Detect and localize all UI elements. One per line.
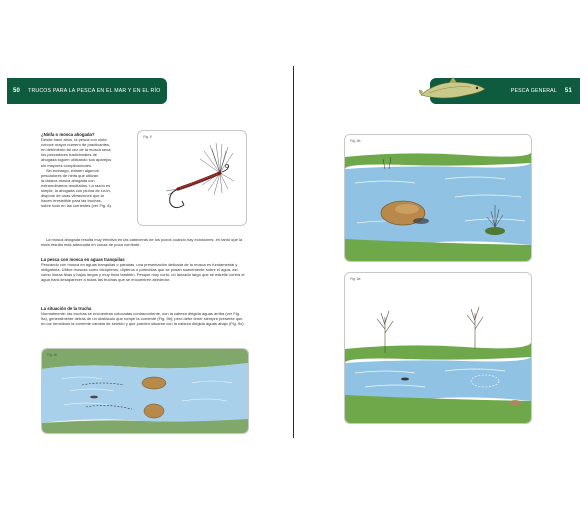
- left-header-band: [7, 78, 167, 104]
- paragraph-1-line-6: sin mayores complicaciones.: [41, 162, 93, 168]
- heading-ninfa-mosca: ¿Ninfa o mosca ahogada?: [41, 132, 95, 137]
- paragraph-3: [41, 237, 246, 247]
- left-page-number: 50: [13, 88, 21, 94]
- figure-8: [137, 130, 247, 226]
- paragraph-1-line-5: ahogada siguen utilizando sus aparejos: [41, 157, 112, 163]
- paragraph-2-line-7: hacen irresistible para las truchas,: [41, 198, 102, 204]
- paragraph-2-line-8: sobre todo en las corrientes (ver Fig. 8).: [41, 203, 112, 209]
- wet-fly-illustration: [138, 131, 246, 225]
- section-trout-position: [41, 306, 246, 326]
- right-page: [297, 64, 580, 448]
- paragraph-1-line-2: conoce mayor número de practicantes,: [41, 142, 111, 148]
- right-page-number: 51: [564, 88, 572, 94]
- paragraph-2-line-5: simple, la ahogada con pluma de León,: [41, 188, 111, 194]
- heading-situacion-trucha: La situación de la trucha: [41, 306, 92, 311]
- figure-8-label: Fig. 8: [143, 135, 152, 139]
- pike-fish-icon: [419, 73, 487, 105]
- left-header-title: TRUCOS PARA LA PESCA EN EL MAR Y EN EL RÍO: [28, 88, 161, 94]
- figure-9c: [41, 348, 249, 434]
- heading-aguas-tranquilas: La pesca con mosca en aguas tranquilas: [41, 257, 125, 262]
- left-page: [7, 64, 290, 448]
- paragraph-5-text: Normalmente, las truchas se encuentran colocadas contracorriente, con la cabeza dirigida aguas arriba (ver Fig. 9a), generalmente detrás de un obstáculo que rompe la corriente (Fig. 9b); pero debe tener siempre presente que en los remolinos la corriente cambia de sentido y que pueden situarse con la cabeza dirigida aguas abajo (Fig. 9c).: [41, 311, 245, 327]
- river-obstacle-illustration: [345, 135, 531, 261]
- river-eddy-illustration: [42, 349, 248, 433]
- page-gutter: [293, 66, 294, 438]
- figure-9a: [344, 272, 532, 424]
- paragraph-2-line-6: dispone de unas vibraciones que la: [41, 193, 104, 199]
- paragraph-2-line-2: pescadores de ninfa que utilizan: [41, 172, 99, 178]
- paragraph-3-text: La mosca ahogada resulta muy efectiva en las cabeceras de los pozos cuando hay eclosiones, en tanto que la ninfa resulta más adecuada en zonas de poca corriente.: [41, 237, 243, 248]
- river-upstream-illustration: [345, 273, 531, 423]
- figure-9c-label: Fig. 9c: [47, 353, 58, 357]
- right-header-title: PESCA GENERAL: [510, 88, 557, 94]
- figure-9a-label: Fig. 9a: [350, 277, 361, 281]
- paragraph-1-line-4: los pescadores tradicionales de: [41, 152, 98, 158]
- section-still-waters: [41, 257, 246, 282]
- figure-9b: [344, 134, 532, 262]
- intro-text: [41, 132, 141, 208]
- paragraph-1-line-3: en detrimento tal vez de la mosca seca;: [41, 147, 112, 153]
- paragraph-1-line-1: Desde hace años, la pesca con ninfa: [41, 137, 107, 143]
- figure-9b-label: Fig. 9b: [350, 139, 361, 143]
- paragraph-2-line-4: extraordinarios resultados. La razón es: [41, 182, 111, 188]
- paragraph-2-line-3: la clásica mosca ahogada con: [41, 177, 95, 183]
- paragraph-4-text: Pescando con mosca en aguas tranquilas o paradas, una presentación delicada de la mosca es fundamental y obligatoria. Utilice moscas como tricópteros, dípteros o parecidas que se posan suavemente sobre el agua, así como líneas finas y bajos largos y muy finos también. Pesque muy corto, un lanzado largo que se estrelle contra el agua hará desaparecer a todas las truchas que se encuentren alrededor.: [41, 262, 245, 283]
- paragraph-2-line-1: Sin embargo, existen algunos: [46, 167, 99, 173]
